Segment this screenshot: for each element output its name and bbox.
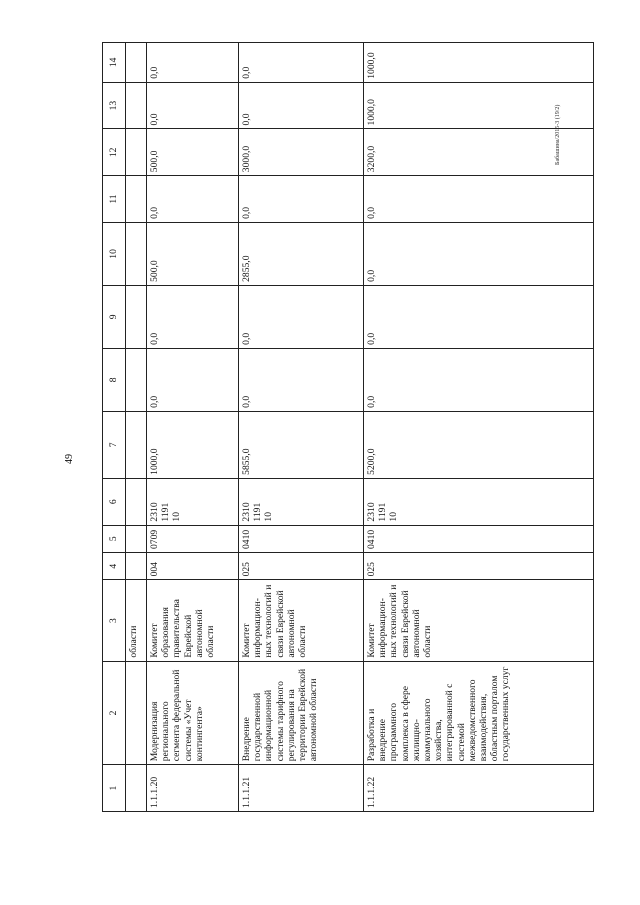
continuation-cell [126,129,147,176]
value-col13: 0,0 [147,82,239,129]
csr-part: 10 [171,511,183,522]
footer-note: Бабашина/2015-3 (19/2) [555,104,561,165]
row-number: 1.1.1.22 [364,765,594,812]
continuation-cell [126,661,147,765]
page-number: 49 [64,454,75,464]
value-col14: 0,0 [239,43,364,83]
total-value: 5200,0 [364,411,594,478]
value-col9: 0,0 [147,285,239,348]
csr-part: 1191 [377,502,389,522]
executor: Комитет информацион-ных технологий и связи Еврейской автономной области [364,580,594,661]
column-header: 8 [103,348,126,411]
grbs-code: 004 [147,552,239,579]
value-col10: 2855,0 [239,222,364,285]
csr-code [364,478,594,525]
continuation-cell [126,765,147,812]
value-col8: 0,0 [147,348,239,411]
continuation-cell [126,222,147,285]
value-col11: 0,0 [364,176,594,223]
column-header: 14 [103,43,126,83]
value-col9: 0,0 [239,285,364,348]
continuation-cell [126,348,147,411]
rzpr-code: 0709 [147,525,239,552]
continuation-cell: области [126,580,147,661]
rotated-sheet [102,42,602,812]
value-col14: 0,0 [147,43,239,83]
column-header: 6 [103,478,126,525]
value-col10: 0,0 [364,222,594,285]
column-header: 1 [103,765,126,812]
csr-code [147,478,239,525]
measure-name: Разработка и внедрение программного комплекса в сфере жилищно-коммунального хозяйства, интегрированной с системой межведомственного взаимодействия, областным порталом государственных услуг [364,661,594,765]
value-col12: 500,0 [147,129,239,176]
continuation-row [126,43,147,812]
value-col8: 0,0 [239,348,364,411]
csr-part: 10 [388,511,400,522]
total-value: 1000,0 [147,411,239,478]
grbs-code: 025 [239,552,364,579]
column-header: 5 [103,525,126,552]
executor: Комитет образования правительства Еврейской автономной области [147,580,239,661]
value-col12: 3200,0 [364,129,594,176]
column-number-row [103,43,126,812]
continuation-cell [126,82,147,129]
continuation-cell [126,43,147,83]
value-col10: 500,0 [147,222,239,285]
value-col11: 0,0 [239,176,364,223]
column-header: 12 [103,129,126,176]
executor: Комитет информацион-ных технологий и связи Еврейской автономной области [239,580,364,661]
row-number: 1.1.1.20 [147,765,239,812]
measure-name: Модернизация регионального сегмента федеральной системы «Учет контингента» [147,661,239,765]
value-col8: 0,0 [364,348,594,411]
total-value: 5855,0 [239,411,364,478]
rzpr-code: 0410 [364,525,594,552]
value-col11: 0,0 [147,176,239,223]
column-header: 2 [103,661,126,765]
column-header: 9 [103,285,126,348]
value-col12: 3000,0 [239,129,364,176]
row-number: 1.1.1.21 [239,765,364,812]
column-header: 4 [103,552,126,579]
value-col13: 0,0 [239,82,364,129]
continuation-cell [126,411,147,478]
grbs-code: 025 [364,552,594,579]
column-header: 11 [103,176,126,223]
csr-part: 2310 [241,502,252,522]
continuation-cell [126,525,147,552]
column-header: 13 [103,82,126,129]
budget-table [102,42,594,812]
column-header: 10 [103,222,126,285]
table-row [364,43,594,812]
table-row [147,43,239,812]
value-col14: 1000,0 [364,43,594,83]
continuation-cell [126,176,147,223]
csr-code [239,478,364,525]
csr-part: 1191 [160,502,172,522]
csr-part: 1191 [252,502,264,522]
measure-name: Внедрение государственной информационной системы тарифного регулирования на территории Еврейской автономной области [239,661,364,765]
table-row [239,43,364,812]
column-header: 7 [103,411,126,478]
continuation-cell [126,285,147,348]
csr-part: 2310 [366,502,377,522]
continuation-cell [126,478,147,525]
rzpr-code: 0410 [239,525,364,552]
continuation-cell [126,552,147,579]
column-header: 3 [103,580,126,661]
rotated-content [102,42,602,812]
value-col13: 1000,0 [364,82,594,129]
csr-part: 10 [263,511,275,522]
csr-part: 2310 [149,502,160,522]
value-col9: 0,0 [364,285,594,348]
